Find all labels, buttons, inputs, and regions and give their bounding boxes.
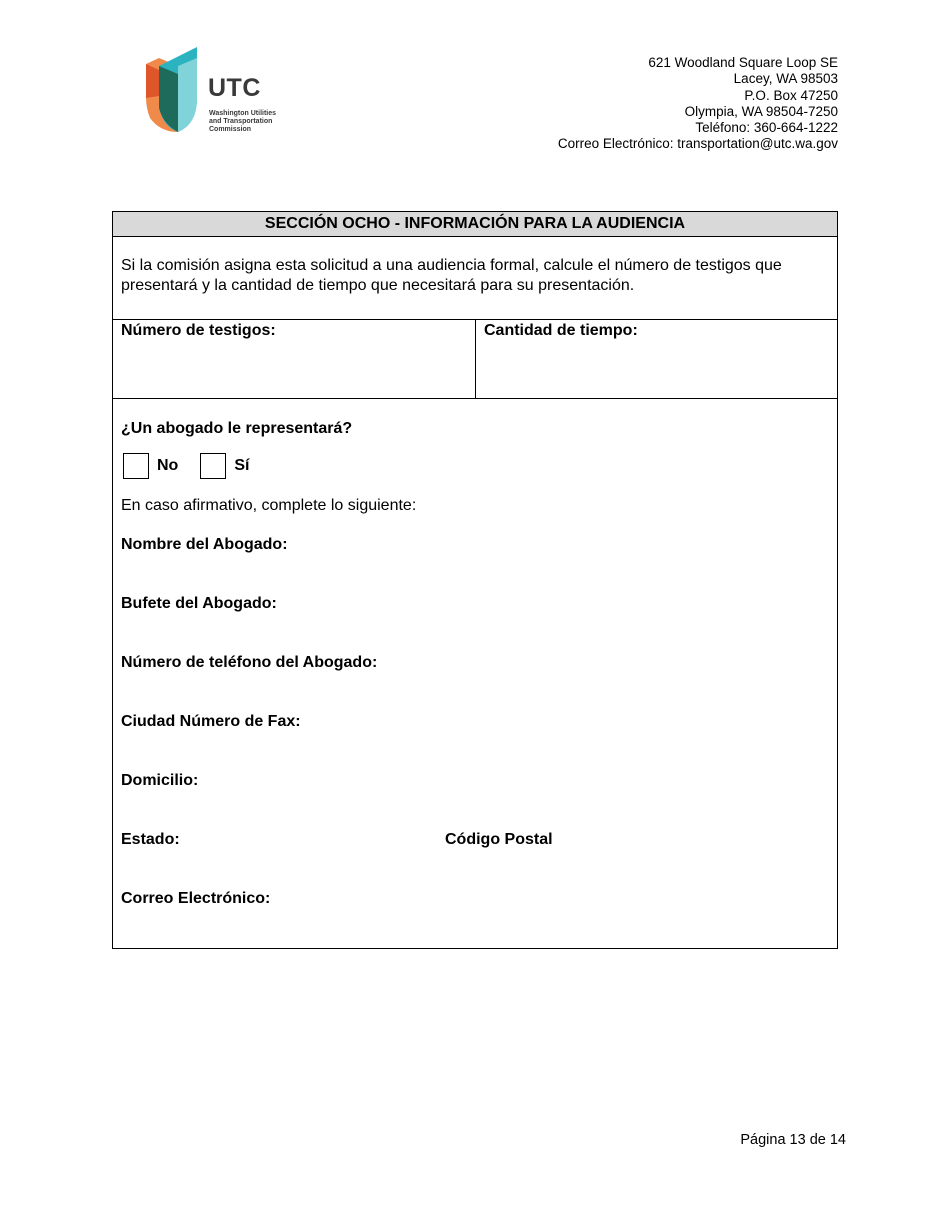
utc-brand-text: UTC <box>208 74 261 102</box>
section-title: SECCIÓN OCHO - INFORMACIÓN PARA LA AUDIENCIA <box>113 212 837 237</box>
hearing-information-form <box>112 211 838 949</box>
state-field[interactable]: Estado: <box>121 831 180 848</box>
attorney-name-field[interactable]: Nombre del Abogado: <box>121 536 288 553</box>
section-intro: Si la comisión asigna esta solicitud a una audiencia formal, calcule el número de testigos que presentará y la cantidad de tiempo que necesitará para su presentación. <box>113 237 837 320</box>
attorney-phone-field[interactable]: Número de teléfono del Abogado: <box>121 654 378 671</box>
utc-logo-mark-icon <box>145 46 205 136</box>
page-number: Página 13 de 14 <box>740 1132 846 1148</box>
address-field[interactable]: Domicilio: <box>121 772 199 789</box>
witnesses-time-row <box>113 320 837 399</box>
attorney-section <box>113 399 837 948</box>
yes-label: Sí <box>234 457 250 474</box>
city-fax-field[interactable]: Ciudad Número de Fax: <box>121 713 301 730</box>
utc-logo <box>145 46 285 136</box>
utc-subtitle-line: Washington Utilities <box>209 110 277 117</box>
address-line: P.O. Box 47250 <box>744 87 838 103</box>
witnesses-field[interactable] <box>113 320 476 398</box>
witnesses-label: Número de testigos: <box>121 322 276 339</box>
attorney-options <box>123 453 249 479</box>
utc-subtitle-line: Commission <box>209 126 252 133</box>
address-line: Olympia, WA 98504-7250 <box>684 103 838 119</box>
if-yes-instruction: En caso afirmativo, complete lo siguiente: <box>121 497 417 514</box>
zip-code-field[interactable]: Código Postal <box>445 831 553 848</box>
no-checkbox[interactable] <box>123 453 149 479</box>
email-line: Correo Electrónico: transportation@utc.wa.gov <box>557 136 838 152</box>
address-line: 621 Woodland Square Loop SE <box>648 55 838 70</box>
attorney-firm-field[interactable]: Bufete del Abogado: <box>121 595 277 612</box>
utc-subtitle <box>209 110 289 134</box>
time-field[interactable] <box>476 320 837 398</box>
no-label: No <box>157 457 179 474</box>
attorney-question: ¿Un abogado le representará? <box>121 420 353 437</box>
contact-address-block <box>558 55 838 153</box>
yes-checkbox[interactable] <box>200 453 226 479</box>
email-field[interactable]: Correo Electrónico: <box>121 890 271 907</box>
utc-subtitle-line: and Transportation <box>209 118 273 125</box>
time-label: Cantidad de tiempo: <box>484 322 638 339</box>
phone-line: Teléfono: 360-664-1222 <box>695 120 838 136</box>
address-line: Lacey, WA 98503 <box>733 71 838 87</box>
